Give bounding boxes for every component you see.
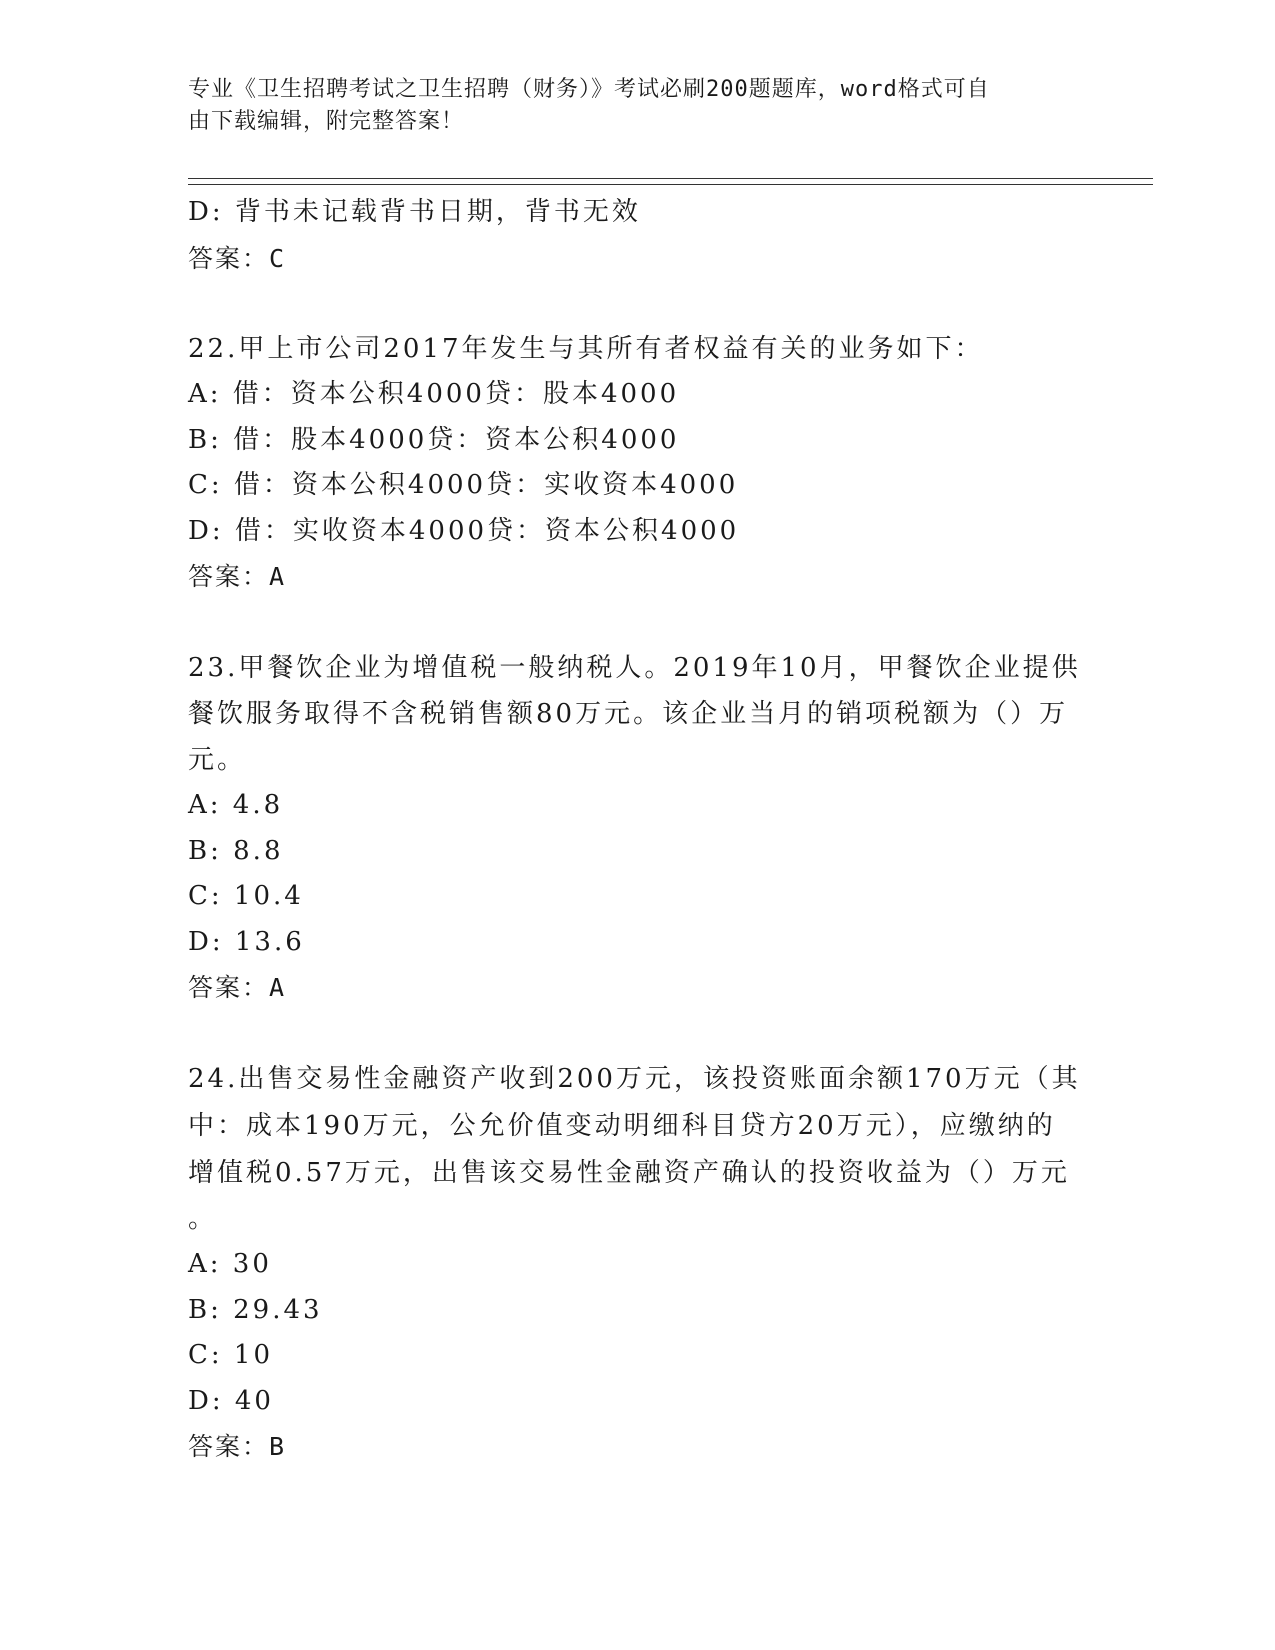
option-a: A: 4.8 (188, 790, 284, 820)
option-d: D: 背书未记载背书日期，背书无效 (188, 197, 641, 227)
question-list (188, 190, 1088, 1470)
answer-line: 答案：C (188, 243, 287, 273)
option-b: B: 8.8 (188, 835, 284, 866)
stem-line: 23.甲餐饮企业为增值税一般纳税人。2019年10月，甲餐饮企业提供 (188, 653, 1081, 683)
option-c: C: 10 (188, 1340, 274, 1370)
answer-line: 答案：B (188, 1432, 287, 1461)
question-24 (188, 1056, 1088, 1470)
option-b: B: 借：股本4000贷：资本公积4000 (188, 424, 680, 455)
document-header (188, 74, 1068, 138)
stem-line: 元。 (188, 745, 247, 775)
option-a: A: 借：资本公积4000贷：股本4000 (188, 379, 680, 409)
stem-line: 中：成本190万元，公允价值变动明细科目贷方20万元），应缴纳的 (188, 1111, 1056, 1141)
option-d: D: 40 (188, 1385, 274, 1416)
question-22 (188, 327, 1088, 600)
header-line-2: 由下载编辑，附完整答案！ (188, 109, 465, 134)
spacer (188, 1011, 1088, 1057)
answer-line: 答案：A (188, 973, 287, 1002)
question-23 (188, 645, 1088, 1011)
option-c: C: 10.4 (188, 881, 304, 911)
option-d: D: 13.6 (188, 926, 305, 957)
header-line-1: 专业《卫生招聘考试之卫生招聘（财务）》考试必刷200题题库，word格式可自 (188, 77, 990, 102)
spacer (188, 600, 1088, 646)
header-divider-bottom (188, 184, 1153, 185)
option-b: B: 29.43 (188, 1294, 323, 1325)
spacer (188, 281, 1088, 327)
option-a: A: 30 (188, 1249, 272, 1279)
stem-line: 24.出售交易性金融资产收到200万元，该投资账面余额170万元（其 (188, 1064, 1081, 1094)
question-21-tail (188, 190, 1088, 281)
stem-line: 。 (188, 1204, 218, 1234)
stem-line: 增值税0.57万元，出售该交易性金融资产确认的投资收益为（）万元 (188, 1158, 1070, 1188)
option-c: C: 借：资本公积4000贷：实收资本4000 (188, 470, 739, 500)
question-stem (188, 645, 1088, 783)
question-stem (188, 1056, 1088, 1242)
question-stem: 22.甲上市公司2017年发生与其所有者权益有关的业务如下： (188, 333, 984, 364)
option-d: D: 借：实收资本4000贷：资本公积4000 (188, 515, 740, 546)
answer-line: 答案：A (188, 562, 287, 591)
stem-line: 餐饮服务取得不含税销售额80万元。该企业当月的销项税额为（）万 (188, 699, 1069, 729)
header-divider-top (188, 178, 1153, 179)
